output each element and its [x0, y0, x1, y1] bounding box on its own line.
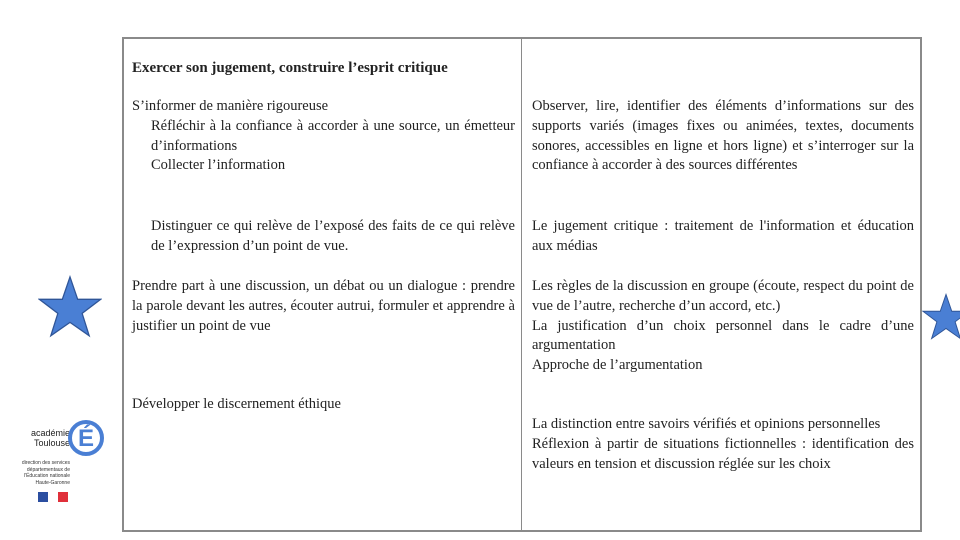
- row1-left: [132, 97, 515, 176]
- row4-right: [532, 415, 914, 474]
- row3-left: [132, 277, 515, 336]
- e-accent-emblem: É: [68, 420, 104, 456]
- logo-text: Toulouse: [33, 438, 70, 448]
- competence: Prendre part à une discussion, un débat ou un dialogue : prendre la parole devant les autres, écouter autrui, formuler et apprendre à justifier un point de vue: [132, 278, 515, 334]
- french-flag-icon: [38, 492, 68, 502]
- knowledge-text: Le jugement critique : traitement de l'information et éducation aux médias: [532, 218, 914, 254]
- sub-competence: Réfléchir à la confiance à accorder à une source, un émetteur d’informations: [151, 117, 515, 154]
- knowledge-text: Les règles de la discussion en groupe (écoute, respect du point de vue de l’autre, recherche d’un accord, etc.): [532, 278, 914, 314]
- column-divider: [521, 37, 522, 532]
- knowledge-text: Approche de l’argumentation: [532, 357, 703, 374]
- academie-toulouse-logo: [18, 410, 108, 520]
- logo-subtitle: direction des services départementaux de l'Éducation nationale Haute-Garonne: [21, 460, 70, 486]
- row2-right: [532, 217, 914, 257]
- star-icon: [922, 292, 960, 342]
- knowledge-text: La distinction entre savoirs vérifiés et opinions personnelles: [532, 416, 881, 432]
- knowledge-text: Réflexion à partir de situations fictionnelles : identification des valeurs en tension et discussion réglée sur les choix: [532, 435, 914, 472]
- row2-left: [132, 217, 515, 257]
- sub-competence: Collecter l’information: [151, 157, 286, 174]
- knowledge-text: Observer, lire, identifier des éléments d’informations sur des supports variés (images fixes ou animées, textes, documents sonores, accessibles en ligne et hors ligne) et s’interroger sur la confiance à accorder à des sources différentes: [532, 98, 914, 174]
- logo-text: académie: [30, 428, 70, 438]
- row4-left: [132, 395, 515, 415]
- knowledge-text: La justification d’un choix personnel dans le cadre d’une argumentation: [532, 317, 914, 354]
- sub-competence: Distinguer ce qui relève de l’exposé des faits de ce qui relève de l’expression d’un point de vue.: [151, 218, 515, 254]
- row1-right: [532, 97, 914, 176]
- star-icon: [38, 275, 102, 339]
- competence: S’informer de manière rigoureuse: [132, 98, 329, 114]
- competence: Développer le discernement éthique: [132, 396, 341, 412]
- table-title: Exercer son jugement, construire l’esprit critique: [132, 60, 448, 76]
- row3-right: [532, 277, 914, 376]
